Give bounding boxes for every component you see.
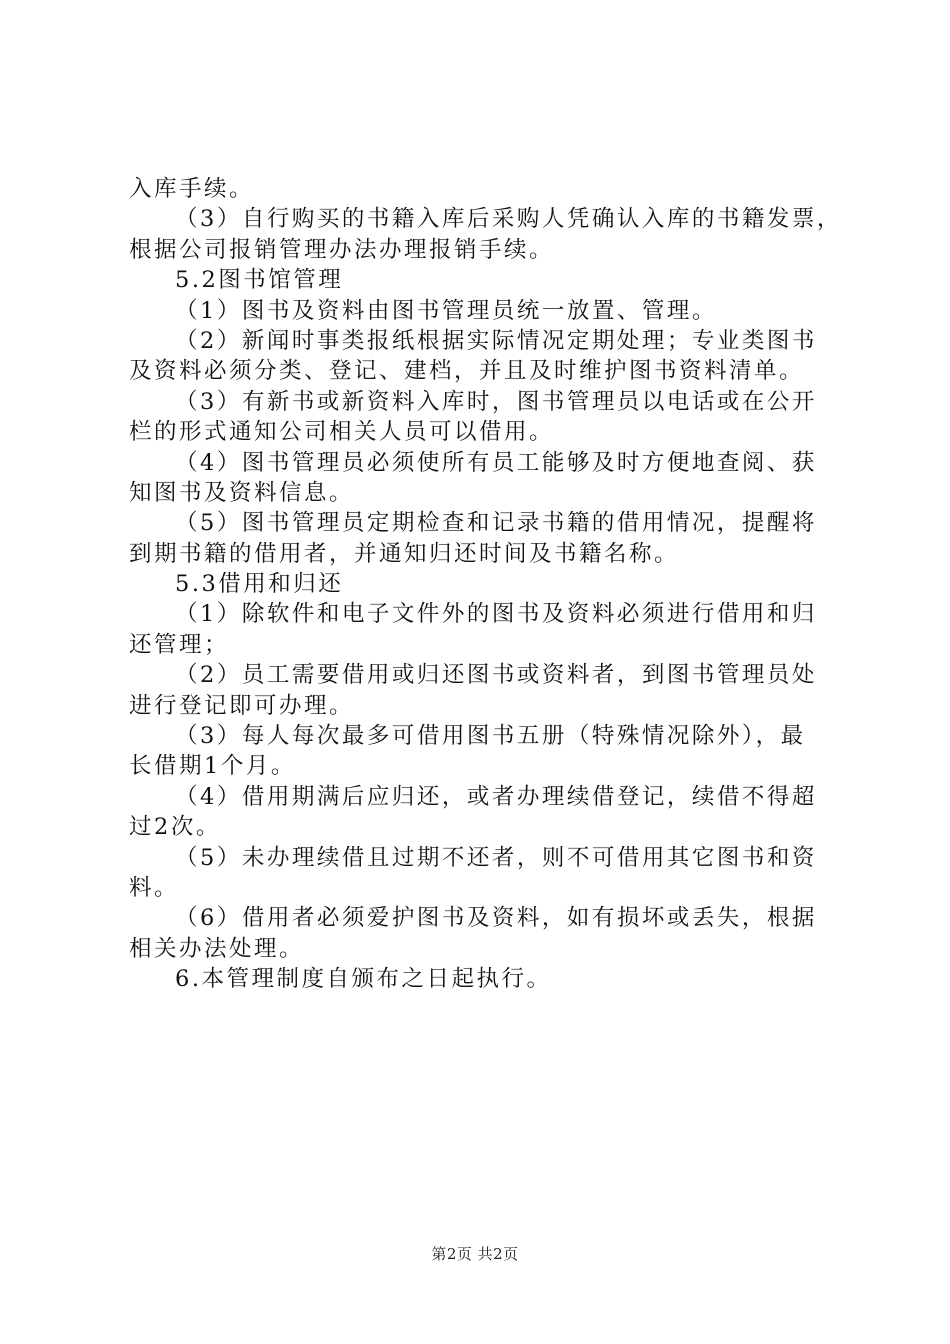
text-line: 还管理； — [129, 631, 230, 658]
text-line: 5.3借用和归还 — [175, 571, 344, 598]
text-line: （2）新闻时事类报纸根据实际情况定期处理；专业类图书 — [175, 327, 817, 354]
text-line: 及资料必须分类、登记、建档，并且及时维护图书资料清单。 — [129, 358, 805, 385]
text-line: （4）图书管理员必须使所有员工能够及时方便地查阅、获 — [175, 449, 817, 476]
text-line: （5）未办理续借且过期不还者，则不可借用其它图书和资 — [175, 844, 817, 871]
text-line: （2）员工需要借用或归还图书或资料者，到图书管理员处 — [175, 662, 817, 689]
text-line: 料。 — [129, 874, 180, 901]
text-line: （4）借用期满后应归还，或者办理续借登记，续借不得超 — [175, 783, 817, 810]
text-line: 长借期1个月。 — [129, 753, 296, 780]
text-line: 到期书籍的借用者，并通知归还时间及书籍名称。 — [129, 540, 680, 567]
text-line: 知图书及资料信息。 — [129, 479, 355, 506]
document-body — [129, 174, 842, 995]
page-footer: 第2页 共2页 — [431, 1245, 519, 1263]
text-line: 5.2图书馆管理 — [175, 267, 344, 294]
text-line: 入库手续。 — [129, 176, 255, 202]
text-line: （3）每人每次最多可借用图书五册（特殊情况除外），最 — [175, 723, 806, 750]
text-line: 进行登记即可办理。 — [129, 692, 355, 719]
text-line: （1）图书及资料由图书管理员统一放置、管理。 — [175, 297, 717, 324]
text-line: 根据公司报销管理办法办理报销手续。 — [129, 236, 555, 263]
text-line: （1）除软件和电子文件外的图书及资料必须进行借用和归 — [175, 601, 817, 628]
text-line: （5）图书管理员定期检查和记录书籍的借用情况，提醒将 — [175, 510, 817, 537]
text-line: （6）借用者必须爱护图书及资料，如有损坏或丢失，根据 — [175, 905, 817, 932]
text-line: 6.本管理制度自颁布之日起执行。 — [175, 966, 552, 993]
text-line: （3）有新书或新资料入库时，图书管理员以电话或在公开 — [175, 388, 817, 415]
text-line: （3）自行购买的书籍入库后采购人凭确认入库的书籍发票， — [175, 206, 842, 233]
text-line: 相关办法处理。 — [129, 935, 305, 962]
text-line: 过2次。 — [129, 814, 221, 841]
text-line: 栏的形式通知公司相关人员可以借用。 — [129, 419, 555, 446]
